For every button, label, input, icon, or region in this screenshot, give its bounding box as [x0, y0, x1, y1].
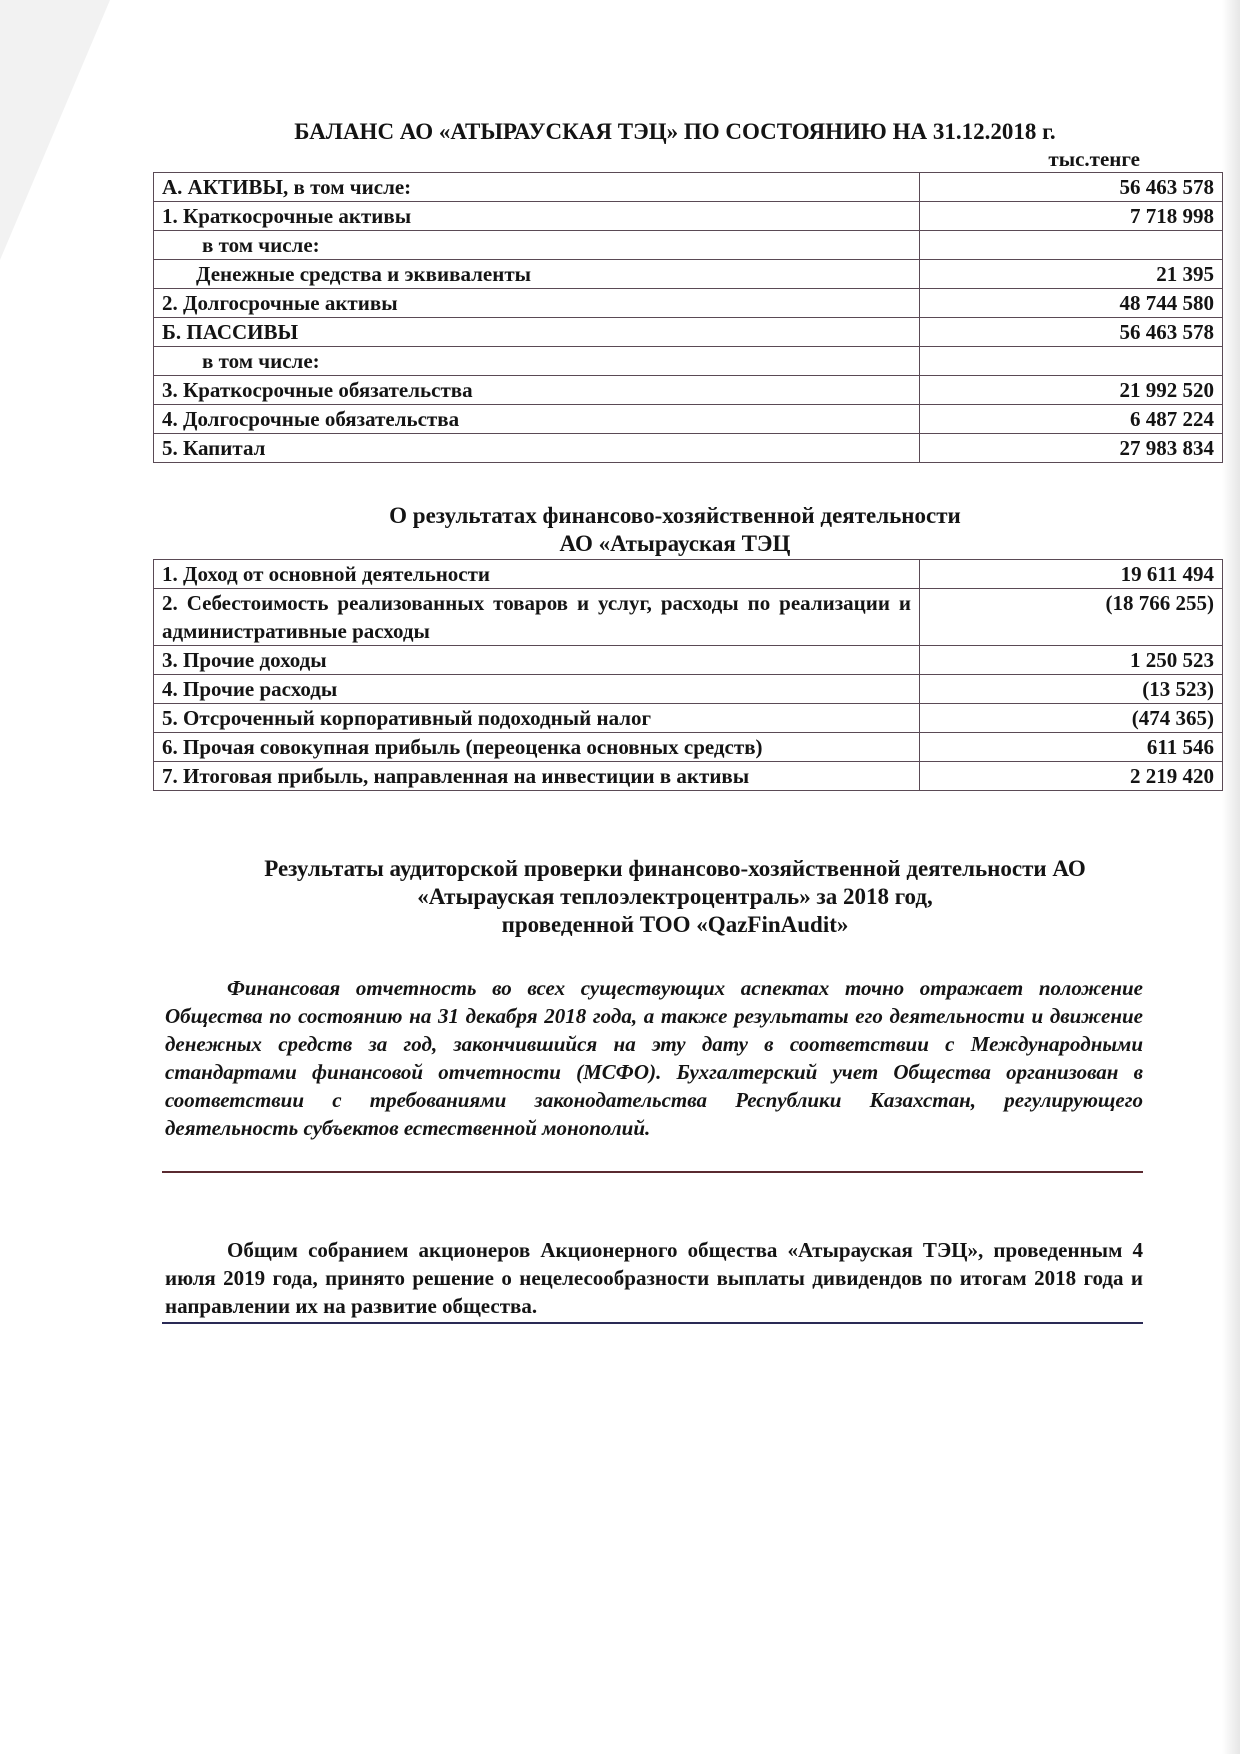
row-label: А. АКТИВЫ, в том числе: — [154, 173, 920, 202]
table-row — [154, 646, 1223, 675]
table-row — [154, 289, 1223, 318]
balance-table — [153, 172, 1223, 463]
scan-edge-shadow — [1222, 0, 1240, 1754]
balance-title: БАЛАНС АО «АТЫРАУСКАЯ ТЭЦ» ПО СОСТОЯНИЮ НА 31.12.2018 г. — [294, 119, 1056, 144]
dividends-underline — [162, 1322, 1143, 1324]
table-row — [154, 733, 1223, 762]
row-label: 1. Краткосрочные активы — [154, 202, 920, 231]
row-label: 5. Капитал — [154, 434, 920, 463]
audit-opinion-paragraph — [165, 974, 1143, 1142]
row-label: в том числе: — [154, 347, 920, 376]
audit-title-line2: «Атырауская теплоэлектроцентраль» за 2018 год, — [417, 884, 933, 909]
table-row — [154, 376, 1223, 405]
row-value: 2 219 420 — [920, 762, 1223, 791]
dividends-paragraph — [165, 1236, 1143, 1320]
audit-title-line3: проведенной ТОО «QazFinAudit» — [501, 912, 849, 937]
row-value: 21 992 520 — [920, 376, 1223, 405]
table-row — [154, 434, 1223, 463]
row-value: 6 487 224 — [920, 405, 1223, 434]
table-row — [154, 762, 1223, 791]
table-row — [154, 560, 1223, 589]
page-fold-shadow — [0, 0, 110, 260]
audit-opinion-text: Финансовая отчетность во всех существующих аспектах точно отражает положение Общества по состоянию на 31 декабря 2018 года, а также результаты его деятельности и движение денежных средств за год, закончившийся на эту дату в соответствии с Международными стандартами финансовой отчетности (МСФО). Бухгалтерский учет Общества организован в соответствии с требованиями законодательства Республики Казахстан, регулирующего деятельность субъектов естественной монополий. — [165, 976, 1143, 1140]
audit-title-line1: Результаты аудиторской проверки финансово-хозяйственной деятельности АО — [264, 856, 1086, 881]
table-row — [154, 704, 1223, 733]
row-label: Б. ПАССИВЫ — [154, 318, 920, 347]
table-row — [154, 231, 1223, 260]
row-value: 611 546 — [920, 733, 1223, 762]
row-value: (474 365) — [920, 704, 1223, 733]
row-value — [920, 231, 1223, 260]
results-title-line2: АО «Атырауская ТЭЦ — [559, 531, 791, 556]
row-value — [920, 347, 1223, 376]
row-value: (13 523) — [920, 675, 1223, 704]
table-row — [154, 318, 1223, 347]
dividends-text: Общим собранием акционеров Акционерного общества «Атырауская ТЭЦ», проведенным 4 июля 2019 года, принято решение о нецелесообразности выплаты дивидендов по итогам 2018 года и направлении их на развитие общества. — [165, 1238, 1143, 1318]
table-row — [154, 173, 1223, 202]
row-label: Денежные средства и эквиваленты — [154, 260, 920, 289]
audit-underline — [162, 1171, 1143, 1173]
table-row — [154, 589, 1223, 646]
row-value: 48 744 580 — [920, 289, 1223, 318]
row-label: 6. Прочая совокупная прибыль (переоценка основных средств) — [154, 733, 920, 762]
row-label: 2. Долгосрочные активы — [154, 289, 920, 318]
table-row — [154, 347, 1223, 376]
row-label: 3. Краткосрочные обязательства — [154, 376, 920, 405]
table-row — [154, 405, 1223, 434]
table-row — [154, 260, 1223, 289]
row-value: 7 718 998 — [920, 202, 1223, 231]
row-value: 56 463 578 — [920, 173, 1223, 202]
row-label: 4. Долгосрочные обязательства — [154, 405, 920, 434]
row-label: 7. Итоговая прибыль, направленная на инвестиции в активы — [154, 762, 920, 791]
row-label: 1. Доход от основной деятельности — [154, 560, 920, 589]
row-value: 21 395 — [920, 260, 1223, 289]
row-label: 5. Отсроченный корпоративный подоходный налог — [154, 704, 920, 733]
row-value: (18 766 255) — [920, 589, 1223, 646]
row-value: 19 611 494 — [920, 560, 1223, 589]
row-label: 2. Себестоимость реализованных товаров и услуг, расходы по реализации и административные расходы — [154, 589, 920, 646]
results-table — [153, 559, 1223, 791]
row-label: 3. Прочие доходы — [154, 646, 920, 675]
row-label: 4. Прочие расходы — [154, 675, 920, 704]
table-row — [154, 675, 1223, 704]
balance-unit: тыс.тенге — [1048, 147, 1140, 171]
row-value: 27 983 834 — [920, 434, 1223, 463]
table-row — [154, 202, 1223, 231]
row-value: 1 250 523 — [920, 646, 1223, 675]
row-value: 56 463 578 — [920, 318, 1223, 347]
row-label: в том числе: — [154, 231, 920, 260]
results-title-line1: О результатах финансово-хозяйственной деятельности — [389, 503, 961, 528]
